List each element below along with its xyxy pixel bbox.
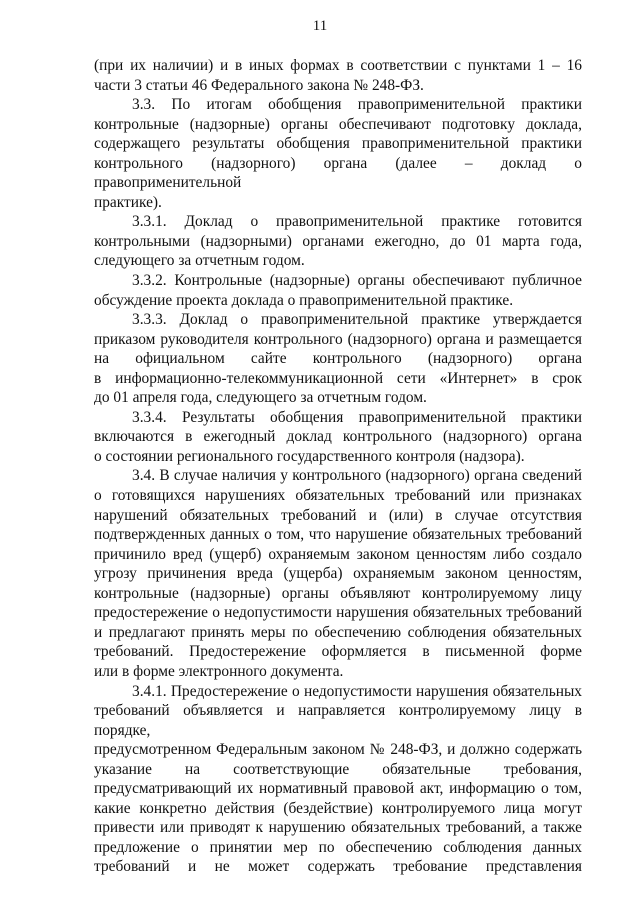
- text-line: какие конкретно действия (бездействие) контролируемого лица могут: [94, 799, 582, 817]
- text-line: о состоянии регионального государственного контроля (надзора).: [94, 447, 525, 465]
- paragraph-3-3: [94, 95, 582, 212]
- text-line: 3.3.1. Доклад о правоприменительной практике готовится: [132, 213, 582, 231]
- text-line: (при их наличии) и в иных формах в соответствии с пунктами 1 – 16: [94, 57, 582, 74]
- text-line: о готовящихся нарушениях обязательных требований или признаках: [94, 487, 582, 505]
- text-line: части 3 статьи 46 Федерального закона № 248-ФЗ.: [94, 76, 424, 94]
- text-line: в информационно-телекоммуникационной сети «Интернет» в срок: [94, 369, 582, 387]
- text-line: контрольные (надзорные) органы обеспечивают подготовку доклада,: [94, 115, 582, 133]
- text-line: требований и не может содержать требование представления: [94, 858, 582, 876]
- text-line: контрольные (надзорные) органы объявляют контролируемому лицу: [94, 584, 582, 602]
- text-line: приказом руководителя контрольного (надзорного) органа и размещается: [94, 330, 582, 348]
- text-line: угрозу причинения вреда (ущерба) охраняемым законом ценностям,: [94, 565, 582, 583]
- text-line: на официальном сайте контрольного (надзорного) органа: [94, 350, 582, 368]
- text-line: предусмотренном Федеральным законом № 248-ФЗ, и должно содержать: [94, 741, 582, 759]
- paragraph-3-3-3: [94, 310, 582, 408]
- text-line: 3.3.2. Контрольные (надзорные) органы обеспечивают публичное: [132, 272, 582, 290]
- paragraph-3-3-4: [94, 408, 582, 467]
- text-line: включаются в ежегодный доклад контрольного (надзорного) органа: [94, 428, 582, 446]
- text-line: следующего за отчетным годом.: [94, 252, 305, 270]
- text-line: 3.3. По итогам обобщения правоприменительной практики: [132, 96, 582, 114]
- text-line: требований объявляется и направляется контролируемому лицу в порядке,: [94, 702, 582, 739]
- text-line: предусматривающий их нормативный правовой акт, информацию о том,: [94, 780, 582, 798]
- text-line: контрольными (надзорными) органами ежегодно, до 01 марта года,: [94, 232, 582, 250]
- text-line: контрольного (надзорного) органа (далее – доклад о правоприменительной: [94, 154, 582, 192]
- text-line: предложение о принятии мер по обеспечению соблюдения данных: [94, 838, 582, 856]
- text-line: привести или приводят к нарушению обязательных требований, а также: [94, 819, 582, 837]
- text-line: практике).: [94, 193, 162, 211]
- text-line: требований. Предостережение оформляется в письменной форме: [94, 643, 582, 661]
- text-line: предостережение о недопустимости нарушения обязательных требований: [94, 604, 582, 622]
- text-line: 3.4. В случае наличия у контрольного (надзорного) органа сведений: [132, 467, 582, 485]
- text-line: содержащего результаты обобщения правоприменительной практики: [94, 135, 582, 153]
- text-line: 3.3.3. Доклад о правоприменительной практике утверждается: [132, 311, 582, 329]
- text-line: до 01 апреля года, следующего за отчетным годом.: [94, 389, 427, 407]
- text-line: причинило вред (ущерб) охраняемым законом ценностям либо создало: [94, 545, 582, 563]
- paragraph-3-3-1: [94, 212, 582, 271]
- page-number: 11: [312, 18, 328, 34]
- document-body: [94, 56, 582, 877]
- text-line: обсуждение проекта доклада о правоприменительной практике.: [94, 291, 514, 309]
- text-line: подтвержденных данных о том, что нарушение обязательных требований: [94, 526, 582, 544]
- text-line: или в форме электронного документа.: [94, 662, 344, 680]
- text-line: и предлагают принять меры по обеспечению соблюдения обязательных: [94, 623, 582, 641]
- paragraph-continuation: [94, 56, 582, 95]
- text-line: указание на соответствующие обязательные требования,: [94, 760, 582, 778]
- text-line: нарушений обязательных требований и (или) в случае отсутствия: [94, 506, 582, 524]
- paragraph-3-3-2: [94, 271, 582, 310]
- text-line: 3.3.4. Результаты обобщения правоприменительной практики: [132, 408, 582, 426]
- paragraph-3-4: [94, 466, 582, 681]
- paragraph-3-4-1: [94, 682, 582, 877]
- text-line: 3.4.1. Предостережение о недопустимости нарушения обязательных: [132, 682, 582, 700]
